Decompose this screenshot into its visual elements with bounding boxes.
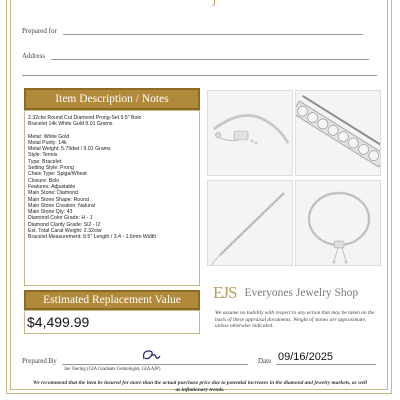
spec-line: Diamond Clarity Grade: SI2 - I2 [28, 221, 101, 228]
brand-name: Everyones Jewelry Shop [244, 287, 359, 299]
address-line [51, 58, 369, 60]
item-description-body [24, 110, 200, 286]
insurance-recommendation: We recommend that the item be insured for more than the actual purchase price due to potential increases in the diamond and jewelry markets, as well as inflationary trends. [32, 380, 368, 393]
address-field [22, 52, 369, 60]
spec-line: Metal Weight: 5.79dwt / 9.01 Grams [28, 146, 111, 153]
address-label: Address [22, 52, 45, 60]
liability-disclaimer: We assume no liability with respect to any action that may be taken on the basis of these appraisal documents. Weight of stones are approximate, unless otherwise indicated. [215, 310, 375, 330]
spec-line: Features: Adjustable [28, 183, 76, 190]
spec-line: Chain Type: Spiga/Wheat [28, 171, 87, 178]
date-label: Date [258, 357, 272, 365]
spec-line: Metal: White Gold [28, 133, 70, 140]
spec-line: Setting Style: Prong [28, 165, 74, 172]
spec-line: Metal Purity: 14k [28, 139, 67, 146]
spec-line: Bracelet Measurement: 9.5" Length / 3.4 - 1.6mm Width [28, 234, 157, 241]
spec-line: Diamond Color Grade: H - J [28, 215, 93, 222]
spec-line: Style: Tennis [28, 152, 58, 159]
top-logo-mark: J [212, 0, 216, 9]
replacement-value-amount: $4,499.99 [24, 310, 200, 334]
gemologist-name: Joe Tsering (GIA Graduate Gemologist, GIA AJP) [64, 367, 161, 372]
signature [140, 347, 162, 368]
spec-line: Main Stone Qty: 43 [28, 209, 73, 216]
description-title-line: Bracelet 14k White Gold 9.01 Grams [28, 121, 113, 128]
item-description-heading: Item Description / Notes [24, 88, 200, 110]
spec-line: Est. Total Carat Weight: 2.32ctw [28, 228, 102, 235]
bracelet-photo-full-length [207, 180, 293, 266]
prepared-for-field [22, 27, 363, 35]
spec-line: Main Stone Shape: Round [28, 196, 89, 203]
brand-logo: EJS [213, 283, 237, 302]
spec-line: Main Stone: Diamond [28, 190, 78, 197]
replacement-value-heading: Estimated Replacement Value [24, 290, 200, 310]
prepared-for-line [63, 33, 363, 35]
brand-block [213, 283, 358, 303]
bracelet-photo-loop [295, 180, 381, 266]
date-line [276, 364, 376, 365]
date-value: 09/16/2025 [278, 351, 334, 363]
bracelet-photo-clasp [207, 90, 293, 176]
address-second-line [22, 75, 377, 76]
description-title-line: 2.32ctw Round Cut Diamond Prong-Set 9.5" Bolo [28, 115, 142, 121]
prepared-by-label: Prepared By [22, 357, 57, 365]
spec-line: Closure: Bolo [28, 177, 60, 184]
spec-line: Type: Bracelet [28, 158, 62, 165]
prepared-for-label: Prepared for [22, 27, 57, 35]
bracelet-photo-closeup [295, 90, 381, 176]
spec-line: Main Stone Creation: Natural [28, 202, 95, 209]
